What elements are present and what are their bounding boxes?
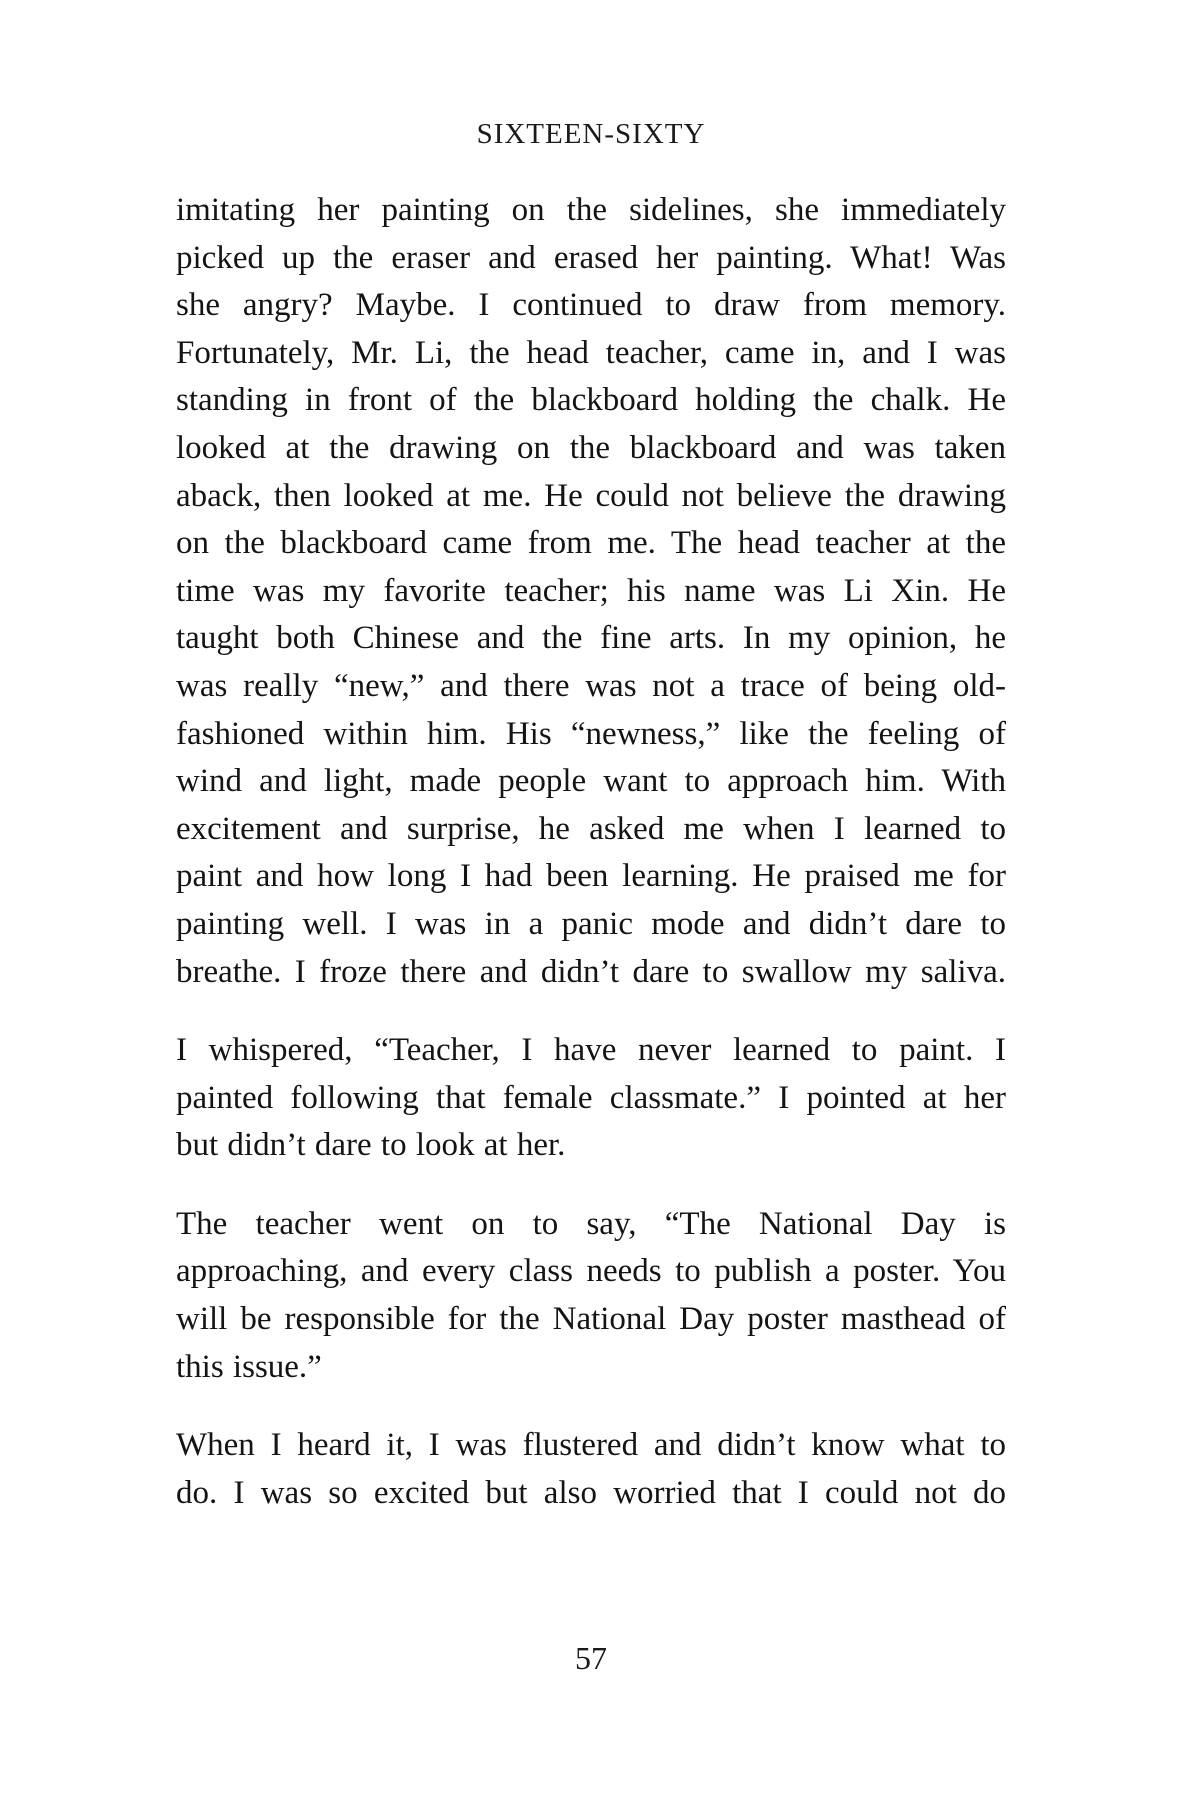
text-line: imitating her painting on the sidelines, she immediately [176,192,1006,228]
text-line: standing in front of the blackboard holding the chalk. He [176,382,1006,419]
text-line: but didn’t dare to look at her. [176,1127,566,1164]
text-line: breathe. I froze there and didn’t dare to swallow my saliva. [176,953,1006,990]
text-line: painting well. I was in a panic mode and didn’t dare to [176,905,1006,942]
text-line: Fortunately, Mr. Li, the head teacher, came in, and I was [176,334,1006,371]
text-line: was really “new,” and there was not a trace of being old- [176,667,1006,704]
text-line: on the blackboard came from me. The head teacher at the [176,525,1006,562]
text-line: she angry? Maybe. I continued to draw from memory. [176,287,1006,324]
page-content [176,0,1006,1548]
text-line: approaching, and every class needs to publish a poster. You [176,1253,1006,1290]
text-line: wind and light, made people want to approach him. With [176,763,1006,800]
text-line: aback, then looked at me. He could not believe the drawing [176,477,1006,514]
text-line: do. I was so excited but also worried that I could not do [176,1474,1006,1511]
text-line: fashioned within him. His “newness,” like the feeling of [176,715,1006,752]
text-line: taught both Chinese and the fine arts. In my opinion, he [176,620,1006,657]
text-line: excitement and surprise, he asked me when I learned to [176,810,1006,847]
text-line: The teacher went on to say, “The National Day is [176,1205,1006,1242]
text-line: looked at the drawing on the blackboard and was taken [176,429,1006,466]
text-line: painted following that female classmate.” I pointed at her [176,1079,1006,1116]
running-header: SIXTEEN-SIXTY [476,118,706,150]
paragraph [176,1027,1006,1170]
text-line: will be responsible for the National Day poster masthead of [176,1301,1006,1338]
paragraph [176,1422,1006,1517]
text-line: paint and how long I had been learning. He praised me for [176,858,1006,895]
page-number: 57 [575,1640,607,1676]
text-line: this issue.” [176,1348,322,1385]
text-line: When I heard it, I was flustered and didn’t know what to [176,1427,1006,1464]
paragraph [176,1201,1006,1391]
paragraph [176,187,1006,996]
text-line: picked up the eraser and erased her painting. What! Was [176,239,1006,276]
text-line: I whispered, “Teacher, I have never learned to paint. I [176,1032,1006,1069]
text-line: time was my favorite teacher; his name was Li Xin. He [176,572,1006,609]
text-block [176,187,1006,1517]
